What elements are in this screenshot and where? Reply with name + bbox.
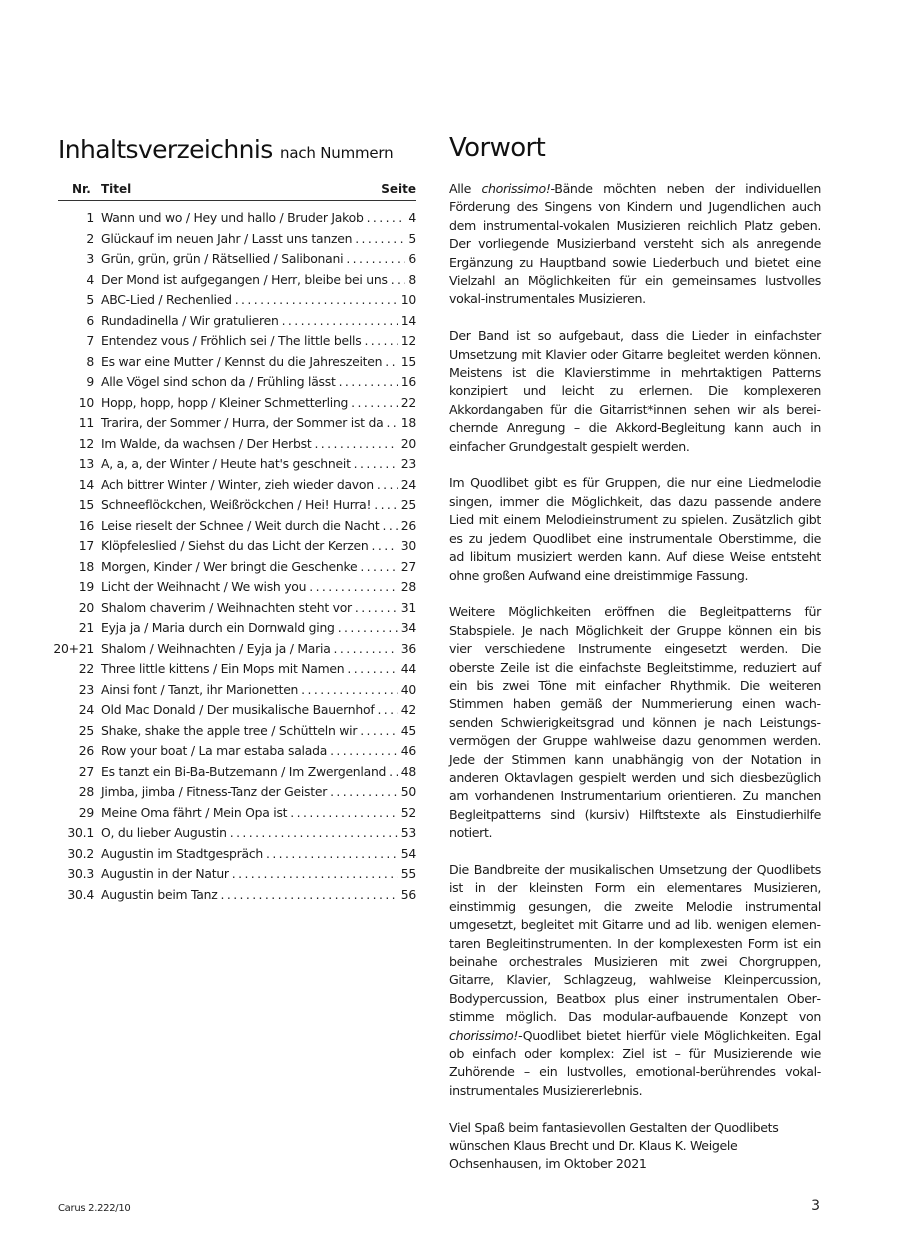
- entry-title: Row your boat / La mar estaba salada: [101, 743, 328, 758]
- toc-entry: [58, 516, 416, 537]
- entry-number: 25: [78, 722, 94, 738]
- entry-title: Shalom chaverim / Weihnachten steht vor: [101, 599, 352, 615]
- entry-number: 17: [78, 538, 94, 553]
- dot-leader: [367, 208, 406, 229]
- dot-leader: [377, 475, 398, 496]
- entry-body: [101, 823, 416, 844]
- entry-title: Shake, shake the apple tree / Schütteln wir: [101, 722, 358, 738]
- entry-number: 30.4: [67, 886, 94, 902]
- entry-page: 12: [400, 333, 416, 348]
- entry-page: 6: [408, 251, 416, 266]
- entry-title: Es war eine Mutter / Kennst du die Jahreszeiten: [101, 353, 383, 369]
- entry-number: 10: [78, 394, 94, 410]
- entry-number: 14: [78, 476, 94, 492]
- entry-title: Shalom / Weihnachten / Eyja ja / Maria: [101, 640, 331, 656]
- toc-entry: [58, 782, 416, 803]
- entry-body: [101, 762, 416, 783]
- entry-body: [101, 598, 416, 619]
- entry-title: Entendez vous / Fröhlich sei / The little bells: [101, 333, 362, 348]
- entry-number: 5: [86, 292, 94, 307]
- toc-entry: [58, 454, 416, 475]
- dot-leader: [360, 557, 397, 578]
- toc-entry: [58, 372, 416, 393]
- entry-number: 9: [86, 374, 94, 389]
- text-run: Die Bandbreite der musikalischen Umsetzung der Quodlibets ist in der kleinsten Form ein elementares Musizieren, einstimmig gesungen, die zweite Melodie instrumental umgesetzt, begleitet mit Gitarre und ad lib. wenigen elementaren Begleitinstrumenten. In der komplexesten Form ist ein beinahe orchestrales Musizieren mit zwei Chorgruppen, Gitarre, Klavier, Schlagzeug, wahlweise Kleinpercussion, Bodypercussion, Beatbox plus einer instrumentalen Oberstimme möglich. Das modular-aufbauende Konzept von: [449, 861, 821, 1025]
- toc-entry: [58, 741, 416, 762]
- entry-body: [101, 331, 416, 352]
- entry-body: [101, 454, 416, 475]
- toc-entry: [58, 270, 416, 291]
- entry-number: 6: [86, 312, 94, 328]
- entry-body: [101, 741, 416, 762]
- entry-number: 30.1: [67, 825, 94, 840]
- entry-page: 5: [408, 230, 416, 246]
- entry-page: 36: [400, 640, 416, 656]
- entry-body: [101, 680, 416, 701]
- dot-leader: [338, 618, 398, 639]
- toc-entry: [58, 762, 416, 783]
- entry-page: 31: [400, 599, 416, 615]
- dot-leader: [346, 249, 405, 270]
- text-run: -Quodlibet bietet hierfür viele Möglichkeiten. Egal ob einfach oder komplex: Ziel ist – für Musizierende wie Zuhörende – ein lustvolles, emotional-berührendes vokal-instrumentales Musiziererlebnis.: [449, 1027, 821, 1098]
- entry-number: 12: [78, 435, 94, 451]
- entry-page: 48: [400, 763, 416, 779]
- toc-list: [53, 208, 416, 905]
- toc-entry: [58, 229, 416, 250]
- entry-title: Rundadinella / Wir gratulieren: [101, 312, 279, 328]
- toc-title: [58, 135, 393, 164]
- entry-body: [101, 249, 416, 270]
- entry-body: [101, 352, 416, 373]
- toc-entry: [58, 721, 416, 742]
- entry-page: 56: [400, 886, 416, 902]
- toc-entry: [58, 577, 416, 598]
- dot-leader: [330, 741, 398, 762]
- entry-page: 27: [400, 558, 416, 574]
- dot-leader: [389, 762, 398, 783]
- preface-closing: [449, 1119, 821, 1174]
- preface-body: [449, 180, 821, 1192]
- entry-page: 4: [408, 210, 416, 225]
- entry-title: Augustin in der Natur: [101, 866, 229, 881]
- entry-page: 24: [400, 476, 416, 492]
- entry-page: 26: [400, 517, 416, 533]
- dot-leader: [372, 536, 398, 557]
- toc-entry: [58, 844, 416, 865]
- dot-leader: [355, 229, 405, 250]
- entry-body: [101, 536, 416, 557]
- entry-body: [101, 495, 416, 516]
- entry-title: Im Walde, da wachsen / Der Herbst: [101, 435, 312, 451]
- catalog-number: Carus 2.222/10: [58, 1203, 131, 1214]
- entry-body: [101, 803, 416, 824]
- entry-page: 28: [400, 579, 416, 594]
- dot-leader: [360, 721, 398, 742]
- entry-page: 18: [400, 415, 416, 430]
- entry-body: [101, 618, 416, 639]
- entry-title: Eyja ja / Maria durch ein Dornwald ging: [101, 620, 335, 635]
- dot-leader: [314, 434, 397, 455]
- entry-page: 30: [400, 538, 416, 553]
- dot-leader: [383, 516, 398, 537]
- entry-title: Leise rieselt der Schnee / Weit durch die Nacht: [101, 517, 380, 533]
- closing-line-1: Viel Spaß beim fantasievollen Gestalten der Quodlibets: [449, 1119, 779, 1135]
- toc-entry: [58, 495, 416, 516]
- dot-leader: [235, 290, 398, 311]
- dot-leader: [391, 270, 406, 291]
- dot-leader: [351, 393, 398, 414]
- entry-body: [101, 864, 416, 885]
- entry-page: 15: [400, 353, 416, 369]
- header-nr: Nr.: [72, 182, 91, 196]
- header-title: Titel: [101, 182, 132, 196]
- entry-number: 22: [78, 661, 94, 676]
- entry-number: 7: [86, 333, 94, 348]
- dot-leader: [309, 577, 397, 598]
- entry-title: Schneeflöckchen, Weißröckchen / Hei! Hurra!: [101, 497, 372, 512]
- entry-number: 1: [86, 210, 94, 225]
- entry-body: [101, 557, 416, 578]
- entry-page: 23: [400, 456, 416, 471]
- entry-body: [101, 721, 416, 742]
- toc-entry: [58, 598, 416, 619]
- toc-entry: [53, 639, 416, 660]
- entry-title: Ach bittrer Winter / Winter, zieh wieder davon: [101, 476, 374, 492]
- entry-page: 16: [400, 374, 416, 389]
- closing-line-3: Ochsenhausen, im Oktober 2021: [449, 1156, 647, 1172]
- entry-body: [101, 311, 416, 332]
- entry-title: Licht der Weihnacht / We wish you: [101, 579, 307, 594]
- entry-page: 8: [408, 271, 416, 287]
- dot-leader: [282, 311, 398, 332]
- entry-number: 11: [78, 415, 94, 430]
- toc-entry: [58, 659, 416, 680]
- entry-body: [101, 475, 416, 496]
- toc-entry: [58, 864, 416, 885]
- entry-body: [101, 844, 416, 865]
- preface-paragraph-1: [449, 180, 821, 309]
- toc-column-headers: [58, 180, 416, 201]
- page-number: 3: [811, 1198, 820, 1214]
- entry-body: [101, 270, 416, 291]
- dot-leader: [386, 413, 397, 434]
- toc-entry: [58, 249, 416, 270]
- dot-leader: [374, 495, 397, 516]
- dot-leader: [354, 454, 398, 475]
- entry-body: [101, 434, 416, 455]
- entry-number: 23: [78, 681, 94, 697]
- entry-page: 40: [400, 681, 416, 697]
- entry-body: [101, 782, 416, 803]
- entry-page: 10: [400, 292, 416, 307]
- dot-leader: [221, 885, 398, 906]
- entry-title: Three little kittens / Ein Mops mit Namen: [101, 661, 345, 676]
- closing-line-2: wünschen Klaus Brecht und Dr. Klaus K. Weigele: [449, 1138, 738, 1154]
- toc-entry: [58, 475, 416, 496]
- toc-entry: [58, 290, 416, 311]
- entry-body: [101, 659, 416, 680]
- entry-number: 16: [78, 517, 94, 533]
- entry-number: 3: [86, 251, 94, 266]
- entry-number: 15: [78, 497, 94, 512]
- preface-paragraph-5: [449, 861, 821, 1100]
- entry-number: 8: [86, 353, 94, 369]
- toc-entry: [58, 352, 416, 373]
- toc-entry: [58, 618, 416, 639]
- entry-title: Old Mac Donald / Der musikalische Bauernhof: [101, 702, 375, 717]
- toc-entry: [58, 700, 416, 721]
- entry-page: 25: [400, 497, 416, 512]
- dot-leader: [230, 823, 398, 844]
- entry-page: 20: [400, 435, 416, 451]
- toc-entry: [58, 885, 416, 906]
- entry-title: Wann und wo / Hey und hallo / Bruder Jakob: [101, 210, 364, 225]
- entry-body: [101, 208, 416, 229]
- dot-leader: [377, 700, 397, 721]
- entry-body: [101, 413, 416, 434]
- dot-leader: [364, 331, 397, 352]
- toc-entry: [58, 536, 416, 557]
- entry-number: 30.2: [67, 845, 94, 861]
- entry-body: [101, 516, 416, 537]
- entry-page: 46: [400, 743, 416, 758]
- toc-entry: [58, 311, 416, 332]
- entry-number: 21: [78, 620, 94, 635]
- preface-paragraph-4: Weitere Möglichkeiten eröffnen die Begleitpatterns für Stabspiele. Je nach Möglichkeit der Gruppe können ein bis vier verschiedene Instrumente eingesetzt werden. Die oberste Zeile ist die einfachste Begleitstimme, reduziert auf ein bis zwei Töne mit einfacher Rhythmik. Die weiteren Stimmen haben gemäß der Nummerierung einen wachsenden Schwierigkeitsgrad und können je nach Leistungsvermögen der Gruppe wahlweise dazu genommen werden. Jede der Stimmen kann unabhängig von der Notation in anderen Oktavlagen gespielt werden und sich diesbezüglich am vorhandenen Instrumentarium orientieren. Zu manchen Begleitpatterns sind (kursiv) Hilftstexte als Einstudierhilfe notiert.: [449, 604, 821, 841]
- entry-title: Glückauf im neuen Jahr / Lasst uns tanzen: [101, 230, 353, 246]
- entry-title: Meine Oma fährt / Mein Opa ist: [101, 804, 288, 820]
- entry-title: Alle Vögel sind schon da / Frühling lässt: [101, 374, 336, 389]
- entry-body: [101, 885, 416, 906]
- preface-title: Vorwort: [449, 133, 546, 164]
- entry-number: 19: [78, 579, 94, 594]
- entry-title: Jimba, jimba / Fitness-Tanz der Geister: [101, 784, 328, 799]
- entry-page: 45: [400, 722, 416, 738]
- entry-body: [101, 639, 416, 660]
- toc-entry: [58, 823, 416, 844]
- entry-number: 18: [78, 558, 94, 574]
- entry-page: 34: [400, 620, 416, 635]
- toc-entry: [58, 803, 416, 824]
- dot-leader: [232, 864, 398, 885]
- entry-title: Grün, grün, grün / Rätsellied / Salibonani: [101, 251, 344, 266]
- entry-page: 53: [400, 825, 416, 840]
- brand-italic: chorissimo!: [449, 1027, 519, 1043]
- entry-body: [101, 393, 416, 414]
- entry-body: [101, 229, 416, 250]
- dot-leader: [385, 352, 397, 373]
- toc-entry: [58, 434, 416, 455]
- entry-number: 13: [78, 456, 94, 471]
- entry-title: Ainsi font / Tanzt, ihr Marionetten: [101, 681, 299, 697]
- entry-page: 44: [400, 661, 416, 676]
- toc-title-main: Inhaltsverzeichnis: [58, 134, 273, 164]
- entry-page: 50: [400, 784, 416, 799]
- entry-number: 26: [78, 743, 94, 758]
- entry-title: ABC-Lied / Rechenlied: [101, 292, 232, 307]
- entry-number: 30.3: [67, 866, 94, 881]
- dot-leader: [339, 372, 398, 393]
- entry-body: [101, 290, 416, 311]
- toc-entry: [58, 413, 416, 434]
- entry-title: Augustin im Stadtgespräch: [101, 845, 263, 861]
- entry-number: 24: [78, 702, 94, 717]
- entry-title: O, du lieber Augustin: [101, 825, 227, 840]
- entry-title: Hopp, hopp, hopp / Kleiner Schmetterling: [101, 394, 349, 410]
- entry-page: 54: [400, 845, 416, 861]
- entry-body: [101, 372, 416, 393]
- entry-page: 55: [400, 866, 416, 881]
- entry-page: 22: [400, 394, 416, 410]
- toc-entry: [58, 680, 416, 701]
- entry-number: 20: [78, 599, 94, 615]
- entry-title: Trarira, der Sommer / Hurra, der Sommer ist da: [101, 415, 384, 430]
- brand-italic: chorissimo!: [481, 181, 551, 196]
- entry-number: 28: [78, 784, 94, 799]
- preface-paragraph-2: Der Band ist so aufgebaut, dass die Lieder in einfachster Umsetzung mit Klavier oder Gitarre begleitet werden können. Meistens ist die Klavierstimme in mehrtaktigen Patterns konzipiert und leicht zu erlernen. Die komplexeren Akkordangaben für die Gitarrist*innen sehen wir als bereichernde Anregung – die Akkord-Begleitung kann auch in einfacher Grundgestalt gespielt werden.: [449, 328, 821, 454]
- preface-paragraph-3: Im Quodlibet gibt es für Gruppen, die nur eine Liedmelodie singen, immer die Möglichkeit, das dazu passende andere Lied mit einem Melodieinstrument zu spielen. Zusätzlich gibt es zu jedem Quodlibet eine instrumentale Oberstimme, die ad libitum musiziert werden kann. Auf diese Weise entsteht ohne großen Aufwand eine dreistimmige Fassung.: [449, 475, 821, 583]
- entry-number: 27: [78, 763, 94, 779]
- toc-entry: [58, 208, 416, 229]
- dot-leader: [330, 782, 398, 803]
- entry-body: [101, 577, 416, 598]
- entry-title: Der Mond ist aufgegangen / Herr, bleibe bei uns: [101, 271, 388, 287]
- entry-number: 4: [86, 271, 94, 287]
- entry-title: Morgen, Kinder / Wer bringt die Geschenke: [101, 558, 358, 574]
- dot-leader: [301, 680, 398, 701]
- entry-page: 42: [400, 702, 416, 717]
- entry-title: Es tanzt ein Bi-Ba-Butzemann / Im Zwergenland: [101, 763, 387, 779]
- entry-page: 52: [400, 804, 416, 820]
- toc-subtitle: nach Nummern: [280, 143, 394, 162]
- entry-number: 20+21: [53, 640, 94, 656]
- entry-body: [101, 700, 416, 721]
- header-page: Seite: [381, 182, 416, 196]
- toc-entry: [58, 331, 416, 352]
- entry-title: Augustin beim Tanz: [101, 886, 218, 902]
- dot-leader: [334, 639, 398, 660]
- entry-title: Klöpfeleslied / Siehst du das Licht der Kerzen: [101, 538, 369, 553]
- toc-entry: [58, 393, 416, 414]
- text-run: Alle: [449, 181, 482, 196]
- entry-number: 29: [78, 804, 94, 820]
- text-run: -Bände möchten neben der individuellen Förderung des Singens von Kindern und Jugendlichen auch dem instrumental-vokalen Musizieren reichlich Platz geben. Der vorliegende Musizierband versteht sich als anregende Ergänzung zu Hauptband sowie Liederbuch und bietet eine Vielzahl an Möglichkeiten für ein gemeinsames lustvolles vokal-instrumentales Musizieren.: [449, 181, 821, 307]
- dot-leader: [266, 844, 398, 865]
- dot-leader: [355, 598, 398, 619]
- entry-number: 2: [86, 230, 94, 246]
- entry-title: A, a, a, der Winter / Heute hat's geschneit: [101, 456, 351, 471]
- toc-entry: [58, 557, 416, 578]
- entry-page: 14: [400, 312, 416, 328]
- dot-leader: [290, 803, 397, 824]
- dot-leader: [347, 659, 397, 680]
